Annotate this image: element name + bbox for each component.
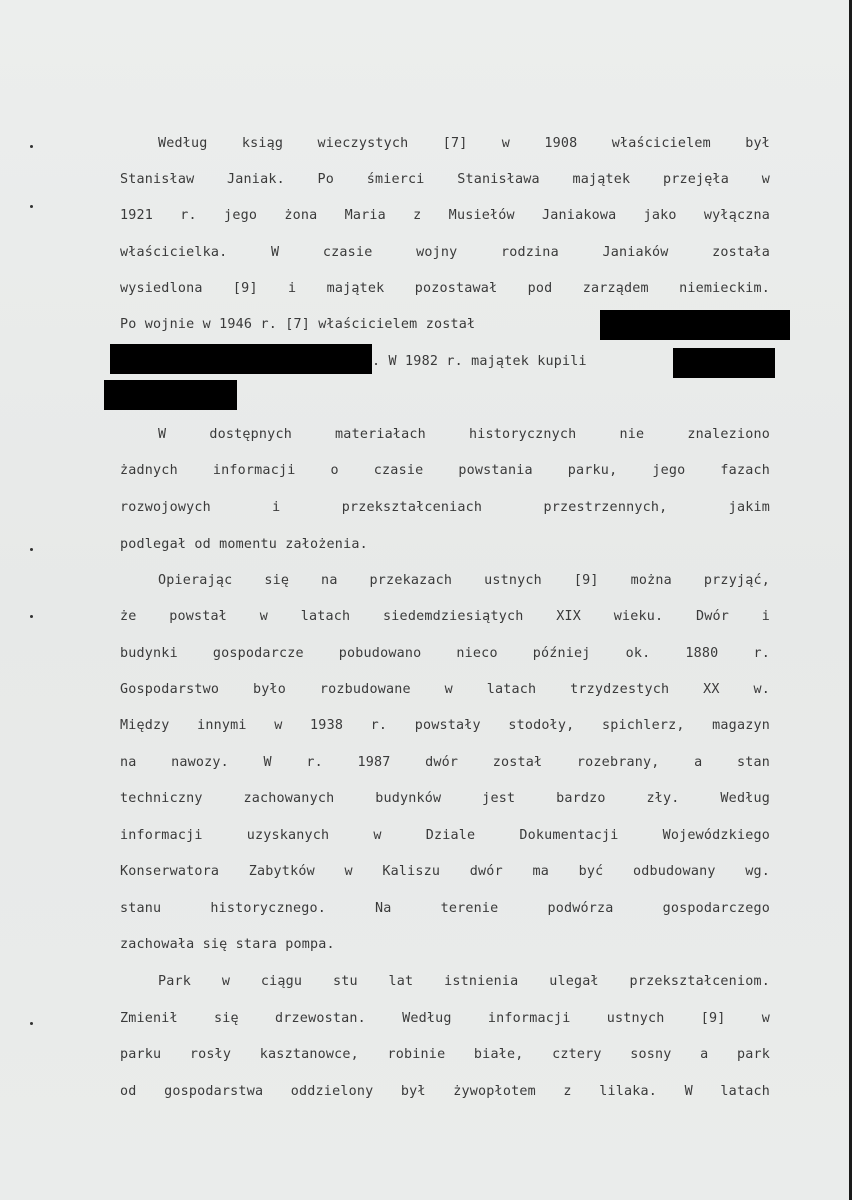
text-line: Między innymi w 1938 r. powstały stodoły, spichlerz, magazyn: [120, 718, 770, 733]
text-line: od gospodarstwa oddzielony był żywopłotem z lilaka. W latach: [120, 1084, 770, 1099]
text-line: żadnych informacji o czasie powstania parku, jego fazach: [120, 463, 770, 478]
text-line: techniczny zachowanych budynków jest bardzo zły. Według: [120, 791, 770, 806]
text-line: Park w ciągu stu lat istnienia ulegał przekształceniom.: [158, 974, 770, 989]
redaction-bar: [110, 344, 372, 374]
margin-dot: [30, 1022, 33, 1025]
text-line: Po wojnie w 1946 r. [7] właścicielem został: [120, 317, 476, 332]
text-line: Według ksiąg wieczystych [7] w 1908 właścicielem był: [158, 136, 770, 151]
margin-dot: [30, 615, 33, 618]
text-line: informacji uzyskanych w Dziale Dokumentacji Wojewódzkiego: [120, 828, 770, 843]
redaction-bar: [600, 310, 790, 340]
margin-dot: [30, 205, 33, 208]
text-line: parku rosły kasztanowce, robinie białe, cztery sosny a park: [120, 1047, 770, 1062]
text-line: budynki gospodarcze pobudowano nieco później ok. 1880 r.: [120, 646, 770, 661]
text-line: stanu historycznego. Na terenie podwórza gospodarczego: [120, 901, 770, 916]
text-line: właścicielka. W czasie wojny rodzina Janiaków została: [120, 245, 770, 260]
redaction-bar: [673, 348, 775, 378]
text-line: Opierając się na przekazach ustnych [9] można przyjąć,: [158, 573, 770, 588]
text-line: rozwojowych i przekształceniach przestrzennych, jakim: [120, 500, 770, 515]
text-line: zachowała się stara pompa.: [120, 937, 335, 952]
text-line: Gospodarstwo było rozbudowane w latach trzydzestych XX w.: [120, 682, 770, 697]
text-line: 1921 r. jego żona Maria z Musiełów Janiakowa jako wyłączna: [120, 208, 770, 223]
text-line: na nawozy. W r. 1987 dwór został rozebrany, a stan: [120, 755, 770, 770]
text-line: . W 1982 r. majątek kupili: [372, 354, 587, 369]
text-line: wysiedlona [9] i majątek pozostawał pod zarządem niemieckim.: [120, 281, 770, 296]
text-line: Zmienił się drzewostan. Według informacji ustnych [9] w: [120, 1011, 770, 1026]
text-line: że powstał w latach siedemdziesiątych XIX wieku. Dwór i: [120, 609, 770, 624]
margin-dot: [30, 548, 33, 551]
margin-dot: [30, 145, 33, 148]
text-line: Konserwatora Zabytków w Kaliszu dwór ma być odbudowany wg.: [120, 864, 770, 879]
text-line: Stanisław Janiak. Po śmierci Stanisława majątek przejęła w: [120, 172, 770, 187]
redaction-bar: [104, 380, 237, 410]
text-line: podlegał od momentu założenia.: [120, 537, 368, 552]
text-line: W dostępnych materiałach historycznych nie znaleziono: [158, 427, 770, 442]
